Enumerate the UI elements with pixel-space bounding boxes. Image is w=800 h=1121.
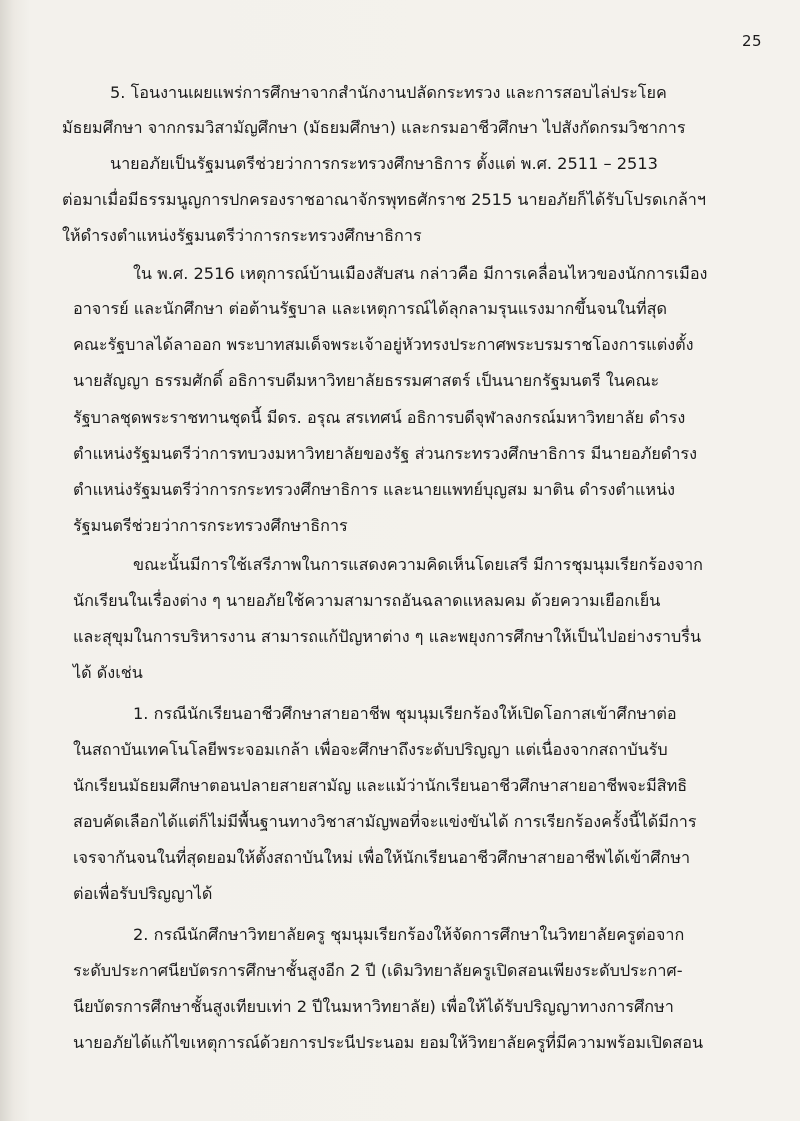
text-line: สอบคัดเลือกได้แต่ก็ไม่มีพื้นฐานทางวิชาสามัญพอที่จะแข่งขันได้ การเรียกร้องครั้งนี้ได้มีการ — [73, 812, 697, 831]
text-line: ได้ ดังเช่น — [73, 663, 143, 682]
text-line: ขณะนั้นมีการใช้เสรีภาพในการแสดงความคิดเห็นโดยเสรี มีการชุมนุมเรียกร้องจาก — [133, 555, 703, 574]
text-line: ต่อเพื่อรับปริญญาได้ — [73, 884, 213, 903]
text-line: และสุขุมในการบริหารงาน สามารถแก้ปัญหาต่าง ๆ และพยุงการศึกษาให้เป็นไปอย่างราบรื่น — [73, 627, 702, 646]
page-number: 25 — [742, 32, 763, 50]
text-line: ให้ดำรงตำแหน่งรัฐมนตรีว่าการกระทรวงศึกษาธิการ — [62, 226, 422, 245]
text-line: นายอภัยเป็นรัฐมนตรีช่วยว่าการกระทรวงศึกษาธิการ ตั้งแต่ พ.ศ. 2511 – 2513 — [110, 154, 658, 173]
text-line: นักเรียนในเรื่องต่าง ๆ นายอภัยใช้ความสามารถอันฉลาดแหลมคม ด้วยความเยือกเย็น — [73, 591, 661, 610]
text-line: รัฐบาลชุดพระราชทานชุดนี้ มีดร. อรุณ สรเทศน์ อธิการบดีจุฬาลงกรณ์มหาวิทยาลัย ดำรง — [73, 408, 686, 427]
text-line: 5. โอนงานเผยแพร่การศึกษาจากสำนักงานปลัดกระทรวง และการสอบไล่ประโยค — [110, 83, 667, 102]
text-line: มัธยมศึกษา จากกรมวิสามัญศึกษา (มัธยมศึกษา) และกรมอาชีวศึกษา ไปสังกัดกรมวิชาการ — [62, 118, 686, 137]
text-line: 2. กรณีนักศึกษาวิทยาลัยครู ชุมนุมเรียกร้องให้จัดการศึกษาในวิทยาลัยครูต่อจาก — [133, 925, 685, 944]
text-line: อาจารย์ และนักศึกษา ต่อต้านรัฐบาล และเหตุการณ์ได้ลุกลามรุนแรงมากขึ้นจนในที่สุด — [73, 299, 668, 318]
text-line: นายอภัยได้แก้ไขเหตุการณ์ด้วยการประนีประนอม ยอมให้วิทยาลัยครูที่มีความพร้อมเปิดสอน — [73, 1033, 704, 1052]
text-line: นักเรียนมัธยมศึกษาตอนปลายสายสามัญ และแม้ว่านักเรียนอาชีวศึกษาสายอาชีพจะมีสิทธิ — [73, 776, 688, 795]
text-line: ตำแหน่งรัฐมนตรีว่าการกระทรวงศึกษาธิการ และนายแพทย์บุญสม มาติน ดำรงตำแหน่ง — [73, 480, 676, 499]
text-line: ระดับประกาศนียบัตรการศึกษาชั้นสูงอีก 2 ปี (เดิมวิทยาลัยครูเปิดสอนเพียงระดับประกาศ- — [73, 961, 683, 980]
text-line: ต่อมาเมื่อมีธรรมนูญการปกครองราชอาณาจักรพุทธศักราช 2515 นายอภัยก็ได้รับโปรดเกล้าฯ — [62, 190, 706, 209]
text-line: นียบัตรการศึกษาชั้นสูงเทียบเท่า 2 ปีในมหาวิทยาลัย) เพื่อให้ได้รับปริญญาทางการศึกษา — [73, 997, 674, 1016]
text-line: ในสถาบันเทคโนโลยีพระจอมเกล้า เพื่อจะศึกษาถึงระดับปริญญา แต่เนื่องจากสถาบันรับ — [73, 740, 668, 759]
text-line: นายสัญญา ธรรมศักดิ์ อธิการบดีมหาวิทยาลัยธรรมศาสตร์ เป็นนายกรัฐมนตรี ในคณะ — [73, 371, 660, 390]
text-line: 1. กรณีนักเรียนอาชีวศึกษาสายอาชีพ ชุมนุมเรียกร้องให้เปิดโอกาสเข้าศึกษาต่อ — [133, 704, 677, 723]
text-line: ตำแหน่งรัฐมนตรีว่าการทบวงมหาวิทยาลัยของรัฐ ส่วนกระทรวงศึกษาธิการ มีนายอภัยดำรง — [73, 444, 698, 463]
text-line: รัฐมนตรีช่วยว่าการกระทรวงศึกษาธิการ — [73, 516, 348, 535]
text-line: ใน พ.ศ. 2516 เหตุการณ์บ้านเมืองสับสน กล่าวคือ มีการเคลื่อนไหวของนักการเมือง — [133, 264, 708, 283]
text-line: คณะรัฐบาลได้ลาออก พระบาทสมเด็จพระเจ้าอยู่หัวทรงประกาศพระบรมราชโองการแต่งตั้ง — [73, 335, 694, 354]
text-line: เจรจากันจนในที่สุดยอมให้ตั้งสถาบันใหม่ เพื่อให้นักเรียนอาชีวศึกษาสายอาชีพได้เข้าศึกษา — [73, 848, 691, 867]
